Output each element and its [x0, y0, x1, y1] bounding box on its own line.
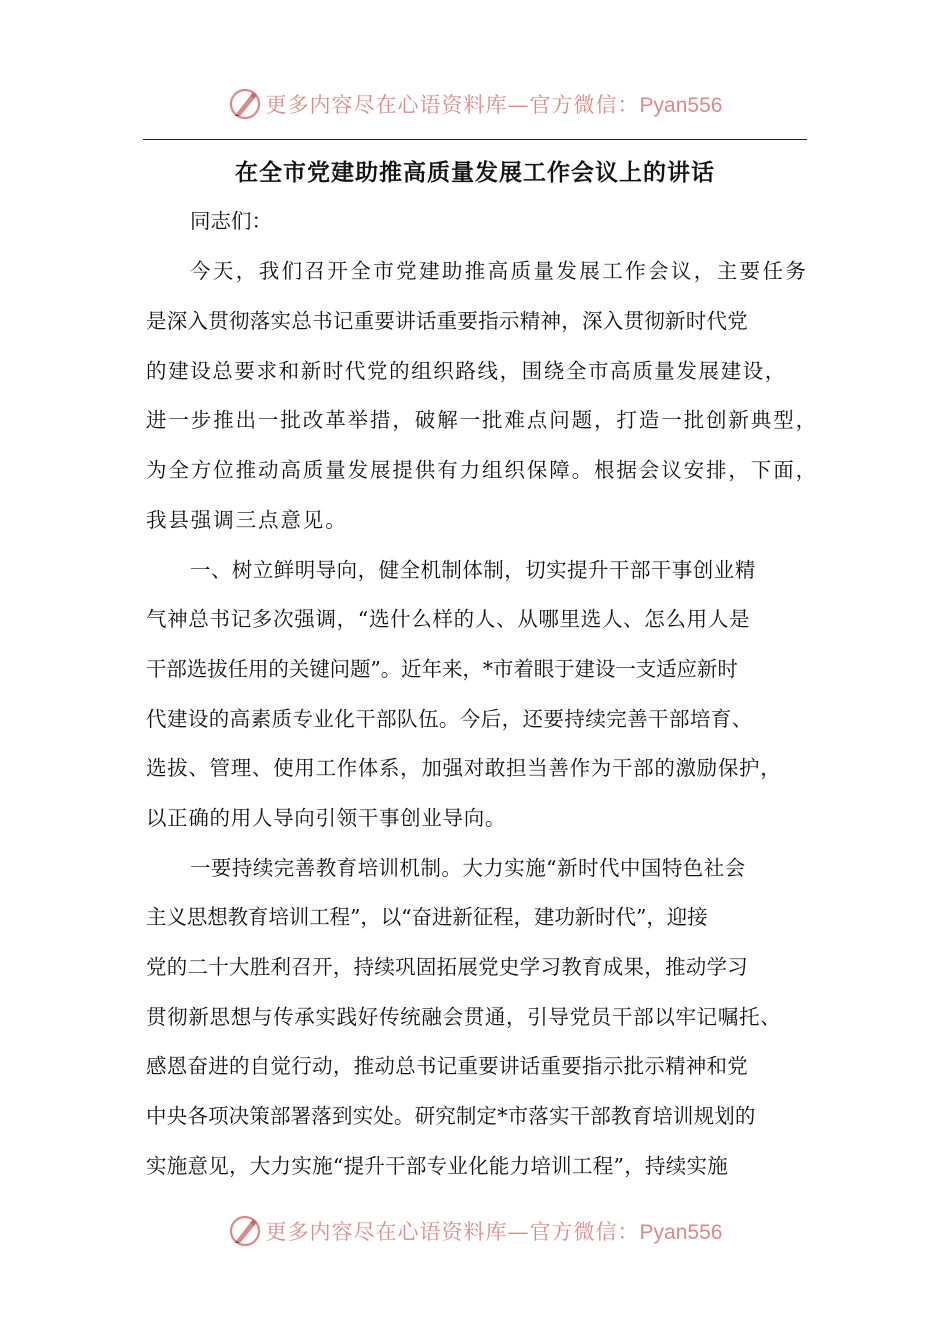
body-line: 代建设的高素质专业化干部队伍。今后，还要持续完善干部培育、	[146, 707, 753, 731]
header-divider	[143, 139, 807, 140]
body-line: 进一步推出一批改革举措，破解一批难点问题，打造一批创新典型，	[146, 408, 818, 432]
body-line: 一、树立鲜明导向，健全机制体制，切实提升干部干事创业精	[190, 558, 756, 582]
body-line: 干部选拔任用的关键问题”。近年来，*市着眼于建设一支适应新时	[146, 657, 738, 681]
watermark-text: 更多内容尽在心语资料库—官方微信：Pyan556	[265, 1220, 723, 1244]
body-line: 选拔、管理、使用工作体系，加强对敢担当善作为干部的激励保护，	[146, 756, 782, 780]
pen-logo-icon	[228, 87, 262, 121]
body-line: 实施意见，大力实施“提升干部专业化能力培训工程”，持续实施	[146, 1154, 728, 1178]
body-line: 气神总书记多次强调，“选什么样的人、从哪里选人、怎么用人是	[146, 607, 751, 631]
body-line: 的建设总要求和新时代党的组织路线，围绕全市高质量发展建设，	[146, 359, 787, 383]
body-line: 我县强调三点意见。	[146, 508, 348, 532]
body-line: 是深入贯彻落实总书记重要讲话重要指示精神，深入贯彻新时代党	[146, 309, 749, 333]
page-title: 在全市党建助推高质量发展工作会议上的讲话	[235, 159, 715, 186]
greeting: 同志们：	[190, 209, 272, 233]
body-line: 以正确的用人导向引领干事创业导向。	[146, 806, 507, 830]
pen-logo-icon	[228, 1214, 262, 1248]
body-line: 中央各项决策部署落到实处。研究制定*市落实干部教育培训规划的	[146, 1104, 756, 1128]
body-line: 党的二十大胜利召开，持续巩固拓展党史学习教育成果，推动学习	[146, 955, 749, 979]
body-line: 一要持续完善教育培训机制。大力实施“新时代中国特色社会	[190, 856, 746, 880]
body-line: 感恩奋进的自觉行动，推动总书记重要讲话重要指示批示精神和党	[146, 1054, 749, 1078]
body-line: 为全方位推动高质量发展提供有力组织保障。根据会议安排，下面，	[146, 458, 818, 482]
footer-watermark	[0, 1209, 950, 1253]
watermark-text: 更多内容尽在心语资料库—官方微信：Pyan556	[265, 93, 723, 117]
watermark-handle: Pyan556	[639, 94, 723, 117]
body-line: 贯彻新思想与传承实践好传统融会贯通，引导党员干部以牢记嘱托、	[146, 1005, 782, 1029]
body-line: 主义思想教育培训工程”，以“奋进新征程，建功新时代”，迎接	[146, 905, 708, 929]
watermark-handle: Pyan556	[639, 1221, 723, 1244]
body-line: 今天，我们召开全市党建助推高质量发展工作会议，主要任务	[190, 259, 809, 283]
header-watermark	[0, 82, 950, 126]
